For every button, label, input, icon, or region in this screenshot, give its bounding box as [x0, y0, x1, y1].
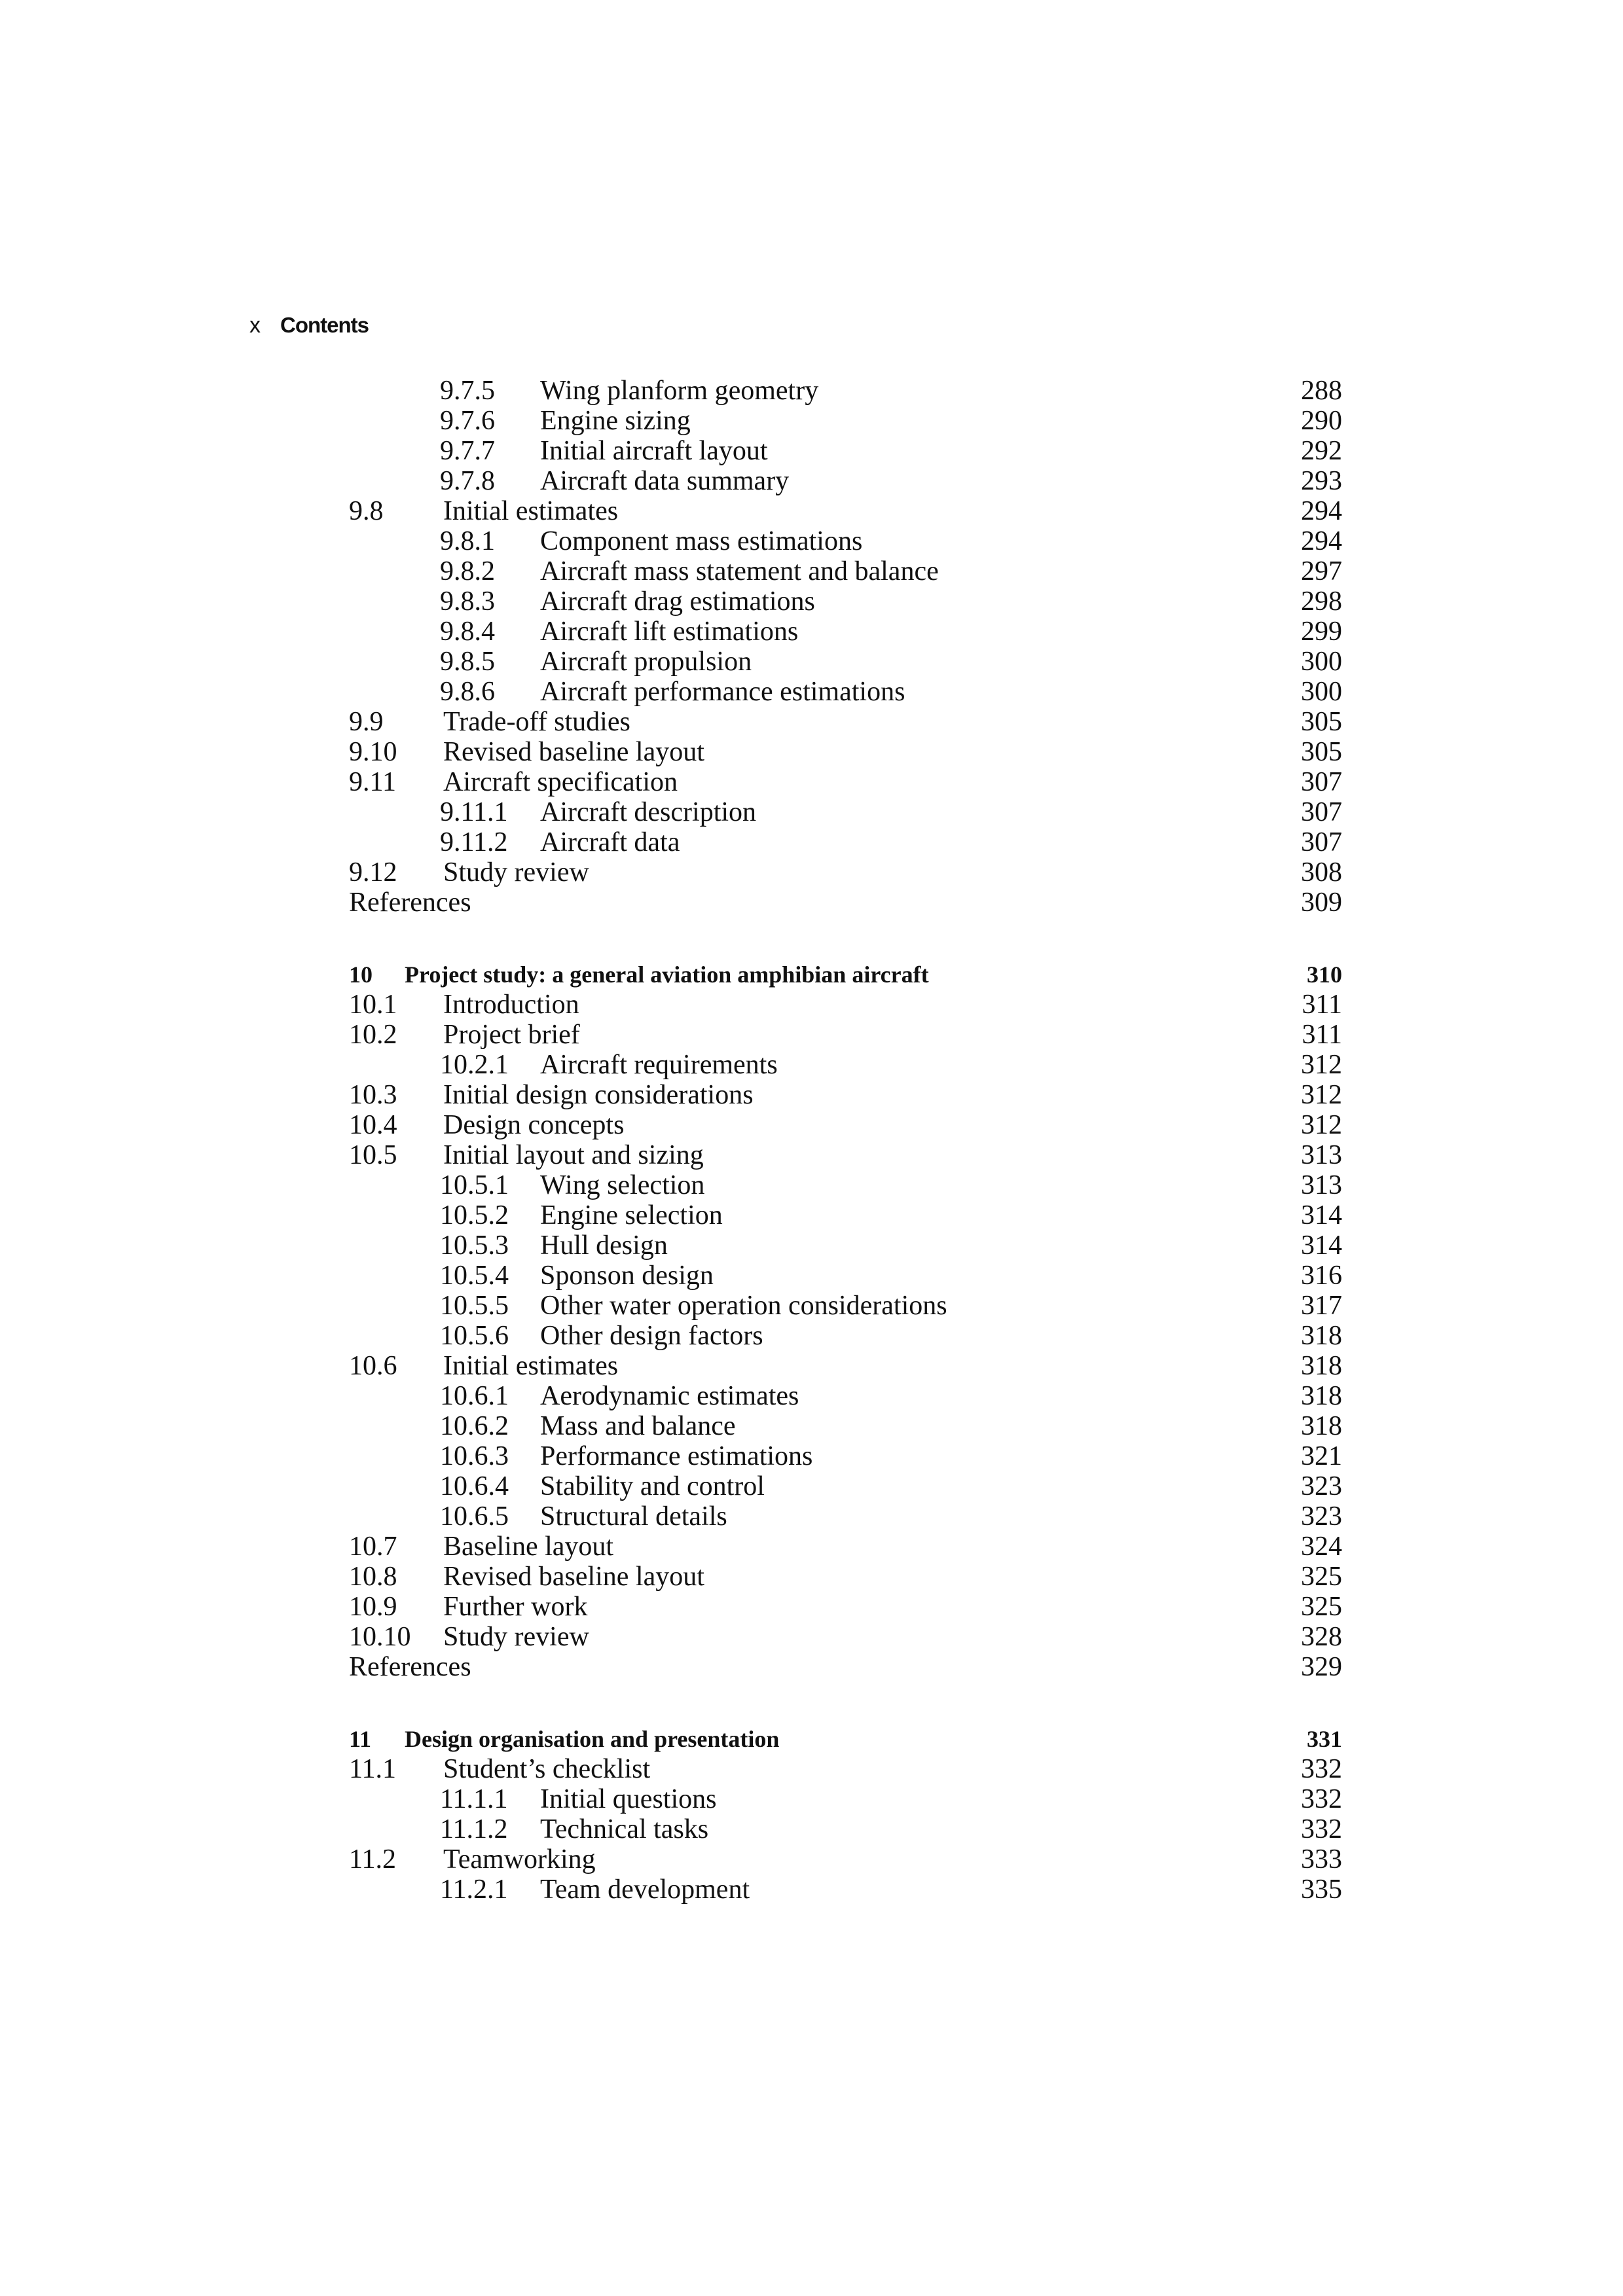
toc-entry-page-number: 335 [1301, 1874, 1342, 1905]
toc-entry-page-number: 308 [1301, 857, 1342, 888]
table-of-contents [349, 376, 1342, 1905]
toc-entry-page-number: 294 [1301, 526, 1342, 556]
toc-chapter-heading [349, 960, 1342, 990]
toc-entry-page-number: 323 [1301, 1501, 1342, 1532]
toc-entry-page-number: 325 [1301, 1592, 1342, 1622]
toc-section-entry [349, 1110, 1342, 1140]
toc-entry-title: Aircraft performance estimations [540, 677, 905, 707]
toc-section-entry [349, 1532, 1342, 1562]
toc-entry-page-number: 298 [1301, 586, 1342, 617]
toc-entry-number: 10.5 [349, 1140, 397, 1170]
toc-entry-title: Further work [443, 1592, 588, 1622]
toc-entry-number: 10.6.5 [440, 1501, 509, 1532]
toc-entry-page-number: 324 [1301, 1532, 1342, 1562]
toc-section-entry [349, 1080, 1342, 1110]
toc-entry-title: Baseline layout [443, 1532, 614, 1562]
toc-entry-number: 10.2 [349, 1020, 397, 1050]
toc-entry-title: Stability and control [540, 1471, 765, 1501]
toc-subsection-entry [349, 466, 1342, 496]
toc-subsection-entry [349, 1291, 1342, 1321]
toc-entry-title: Other water operation considerations [540, 1291, 947, 1321]
toc-entry-number: 10.5.6 [440, 1321, 509, 1351]
toc-entry-title: Study review [443, 857, 589, 888]
toc-entry-page-number: 328 [1301, 1622, 1342, 1652]
toc-entry-title: References [349, 1652, 471, 1682]
toc-entry-page-number: 318 [1301, 1351, 1342, 1381]
toc-entry-number: 10.6.2 [440, 1411, 509, 1441]
toc-subsection-entry [349, 1381, 1342, 1411]
toc-entry-page-number: 309 [1301, 888, 1342, 918]
toc-entry-title: Project brief [443, 1020, 580, 1050]
toc-entry-number: 10.5.4 [440, 1261, 509, 1291]
toc-entry-page-number: 311 [1302, 990, 1342, 1020]
toc-entry-title: Initial questions [540, 1784, 717, 1814]
toc-entry-title: Study review [443, 1622, 589, 1652]
toc-subsection-entry [349, 797, 1342, 827]
toc-entry-page-number: 318 [1301, 1411, 1342, 1441]
toc-subsection-entry [349, 436, 1342, 466]
toc-entry-page-number: 331 [1307, 1726, 1342, 1752]
toc-entry-title: Mass and balance [540, 1411, 736, 1441]
toc-entry-page-number: 299 [1301, 617, 1342, 647]
toc-entry-page-number: 321 [1301, 1441, 1342, 1471]
toc-subsection-entry [349, 1784, 1342, 1814]
toc-entry-title: Sponson design [540, 1261, 714, 1291]
toc-entry-page-number: 317 [1301, 1291, 1342, 1321]
toc-entry-page-number: 313 [1301, 1170, 1342, 1200]
toc-entry-page-number: 332 [1301, 1784, 1342, 1814]
toc-entry-number: 10.10 [349, 1622, 411, 1652]
toc-entry-title: Initial aircraft layout [540, 436, 768, 466]
toc-entry-title: Engine sizing [540, 406, 691, 436]
toc-entry-title: Other design factors [540, 1321, 763, 1351]
toc-entry-number: 9.7.8 [440, 466, 495, 496]
toc-entry-number: 11.1.1 [440, 1784, 508, 1814]
toc-entry-page-number: 333 [1301, 1844, 1342, 1874]
toc-entry-number: 9.11.2 [440, 827, 508, 857]
section-spacer [349, 1682, 1342, 1724]
toc-entry-page-number: 300 [1301, 647, 1342, 677]
toc-entry-page-number: 293 [1301, 466, 1342, 496]
toc-entry-title: Aircraft data [540, 827, 680, 857]
toc-entry-number: 10.4 [349, 1110, 397, 1140]
toc-entry-number: 10.8 [349, 1562, 397, 1592]
toc-entry-page-number: 310 [1307, 961, 1342, 988]
section-spacer [349, 918, 1342, 960]
toc-subsection-entry [349, 827, 1342, 857]
toc-entry-page-number: 307 [1301, 827, 1342, 857]
toc-entry-number: 9.7.7 [440, 436, 495, 466]
toc-subsection-entry [349, 677, 1342, 707]
toc-entry-number: 9.8 [349, 496, 384, 526]
toc-entry-number: 9.12 [349, 857, 397, 888]
toc-subsection-entry [349, 1261, 1342, 1291]
toc-entry-number: 11.1.2 [440, 1814, 508, 1844]
toc-entry-number: 10.5.2 [440, 1200, 509, 1230]
toc-entry-number: 11.1 [349, 1754, 396, 1784]
toc-entry-number: 10.3 [349, 1080, 397, 1110]
toc-entry-page-number: 307 [1301, 797, 1342, 827]
toc-entry-title: Aircraft propulsion [540, 647, 752, 677]
toc-entry-number: 10.5.5 [440, 1291, 509, 1321]
toc-entry-title: Aircraft lift estimations [540, 617, 799, 647]
toc-entry-page-number: 292 [1301, 436, 1342, 466]
toc-entry-number: 10 [349, 961, 373, 988]
toc-entry-page-number: 332 [1301, 1814, 1342, 1844]
toc-entry-page-number: 323 [1301, 1471, 1342, 1501]
toc-entry-title: References [349, 888, 471, 918]
toc-entry-number: 11 [349, 1726, 372, 1752]
toc-subsection-entry [349, 526, 1342, 556]
toc-subsection-entry [349, 1050, 1342, 1080]
toc-entry-page-number: 312 [1301, 1050, 1342, 1080]
toc-entry-page-number: 314 [1301, 1200, 1342, 1230]
toc-entry-title: Structural details [540, 1501, 727, 1532]
toc-entry-number: 9.11 [349, 767, 396, 797]
toc-entry-page-number: 294 [1301, 496, 1342, 526]
toc-entry-title: Aircraft data summary [540, 466, 790, 496]
running-head [249, 309, 369, 342]
toc-subsection-entry [349, 1170, 1342, 1200]
toc-references-entry [349, 888, 1342, 918]
toc-subsection-entry [349, 376, 1342, 406]
toc-entry-page-number: 297 [1301, 556, 1342, 586]
toc-entry-page-number: 332 [1301, 1754, 1342, 1784]
toc-entry-title: Student’s checklist [443, 1754, 651, 1784]
toc-entry-title: Trade-off studies [443, 707, 630, 737]
toc-entry-page-number: 329 [1301, 1652, 1342, 1682]
toc-entry-page-number: 307 [1301, 767, 1342, 797]
toc-entry-number: 9.8.2 [440, 556, 495, 586]
toc-entry-number: 10.6.4 [440, 1471, 509, 1501]
toc-entry-title: Wing selection [540, 1170, 705, 1200]
toc-entry-title: Wing planform geometry [540, 376, 819, 406]
toc-section-entry [349, 1140, 1342, 1170]
toc-entry-title: Component mass estimations [540, 526, 863, 556]
toc-entry-number: 10.1 [349, 990, 397, 1020]
toc-entry-title: Hull design [540, 1230, 668, 1261]
toc-subsection-entry [349, 1814, 1342, 1844]
toc-section-entry [349, 1754, 1342, 1784]
toc-entry-number: 10.6.1 [440, 1381, 509, 1411]
toc-subsection-entry [349, 1471, 1342, 1501]
toc-entry-number: 10.5.1 [440, 1170, 509, 1200]
toc-section-entry [349, 737, 1342, 767]
toc-entry-number: 9.10 [349, 737, 397, 767]
toc-section-entry [349, 707, 1342, 737]
toc-entry-page-number: 325 [1301, 1562, 1342, 1592]
toc-entry-title: Aircraft specification [443, 767, 678, 797]
toc-entry-title: Aircraft mass statement and balance [540, 556, 939, 586]
page-folio: x [249, 312, 261, 338]
toc-entry-title: Aircraft drag estimations [540, 586, 815, 617]
toc-section-entry [349, 1844, 1342, 1874]
toc-entry-title: Initial estimates [443, 496, 619, 526]
toc-entry-title: Introduction [443, 990, 579, 1020]
toc-subsection-entry [349, 1230, 1342, 1261]
toc-entry-page-number: 312 [1301, 1080, 1342, 1110]
toc-entry-title: Aerodynamic estimates [540, 1381, 799, 1411]
toc-section-entry [349, 1622, 1342, 1652]
toc-entry-title: Team development [540, 1874, 750, 1905]
toc-entry-number: 11.2.1 [440, 1874, 508, 1905]
toc-entry-page-number: 288 [1301, 376, 1342, 406]
toc-entry-number: 10.5.3 [440, 1230, 509, 1261]
toc-entry-number: 9.8.1 [440, 526, 495, 556]
toc-section-entry [349, 857, 1342, 888]
toc-entry-number: 9.8.5 [440, 647, 495, 677]
toc-subsection-entry [349, 647, 1342, 677]
toc-chapter-heading [349, 1724, 1342, 1754]
toc-entry-title: Initial layout and sizing [443, 1140, 704, 1170]
toc-entry-page-number: 318 [1301, 1381, 1342, 1411]
toc-entry-title: Performance estimations [540, 1441, 813, 1471]
toc-subsection-entry [349, 1501, 1342, 1532]
toc-entry-page-number: 313 [1301, 1140, 1342, 1170]
toc-entry-number: 9.8.3 [440, 586, 495, 617]
toc-entry-title: Initial estimates [443, 1351, 619, 1381]
toc-entry-title: Project study: a general aviation amphibian aircraft [405, 961, 929, 988]
toc-section-entry [349, 1351, 1342, 1381]
toc-subsection-entry [349, 1411, 1342, 1441]
toc-section-entry [349, 1020, 1342, 1050]
toc-entry-number: 9.8.6 [440, 677, 495, 707]
toc-subsection-entry [349, 586, 1342, 617]
toc-entry-page-number: 312 [1301, 1110, 1342, 1140]
running-head-label: Contents [280, 313, 369, 337]
toc-entry-number: 9.7.5 [440, 376, 495, 406]
toc-entry-page-number: 305 [1301, 707, 1342, 737]
toc-subsection-entry [349, 556, 1342, 586]
toc-entry-number: 10.6 [349, 1351, 397, 1381]
toc-entry-title: Design organisation and presentation [405, 1726, 780, 1752]
toc-entry-title: Aircraft requirements [540, 1050, 778, 1080]
toc-entry-title: Revised baseline layout [443, 1562, 704, 1592]
toc-entry-page-number: 290 [1301, 406, 1342, 436]
toc-entry-number: 10.7 [349, 1532, 397, 1562]
toc-entry-number: 9.7.6 [440, 406, 495, 436]
toc-section-entry [349, 1592, 1342, 1622]
toc-entry-number: 9.11.1 [440, 797, 508, 827]
toc-entry-title: Initial design considerations [443, 1080, 754, 1110]
toc-subsection-entry [349, 406, 1342, 436]
toc-entry-title: Design concepts [443, 1110, 625, 1140]
toc-entry-title: Revised baseline layout [443, 737, 704, 767]
toc-entry-number: 10.9 [349, 1592, 397, 1622]
toc-subsection-entry [349, 1321, 1342, 1351]
toc-section-entry [349, 1562, 1342, 1592]
toc-entry-page-number: 300 [1301, 677, 1342, 707]
toc-section-entry [349, 496, 1342, 526]
toc-entry-title: Teamworking [443, 1844, 596, 1874]
toc-references-entry [349, 1652, 1342, 1682]
toc-entry-title: Aircraft description [540, 797, 757, 827]
toc-subsection-entry [349, 1441, 1342, 1471]
toc-entry-page-number: 314 [1301, 1230, 1342, 1261]
toc-entry-number: 10.6.3 [440, 1441, 509, 1471]
toc-entry-page-number: 316 [1301, 1261, 1342, 1291]
toc-entry-page-number: 318 [1301, 1321, 1342, 1351]
toc-entry-number: 11.2 [349, 1844, 396, 1874]
toc-entry-title: Engine selection [540, 1200, 723, 1230]
toc-entry-page-number: 311 [1302, 1020, 1342, 1050]
toc-entry-number: 10.2.1 [440, 1050, 509, 1080]
toc-section-entry [349, 990, 1342, 1020]
toc-entry-number: 9.8.4 [440, 617, 495, 647]
toc-entry-page-number: 305 [1301, 737, 1342, 767]
toc-subsection-entry [349, 617, 1342, 647]
toc-subsection-entry [349, 1874, 1342, 1905]
toc-section-entry [349, 767, 1342, 797]
toc-entry-title: Technical tasks [540, 1814, 709, 1844]
toc-entry-number: 9.9 [349, 707, 384, 737]
toc-subsection-entry [349, 1200, 1342, 1230]
